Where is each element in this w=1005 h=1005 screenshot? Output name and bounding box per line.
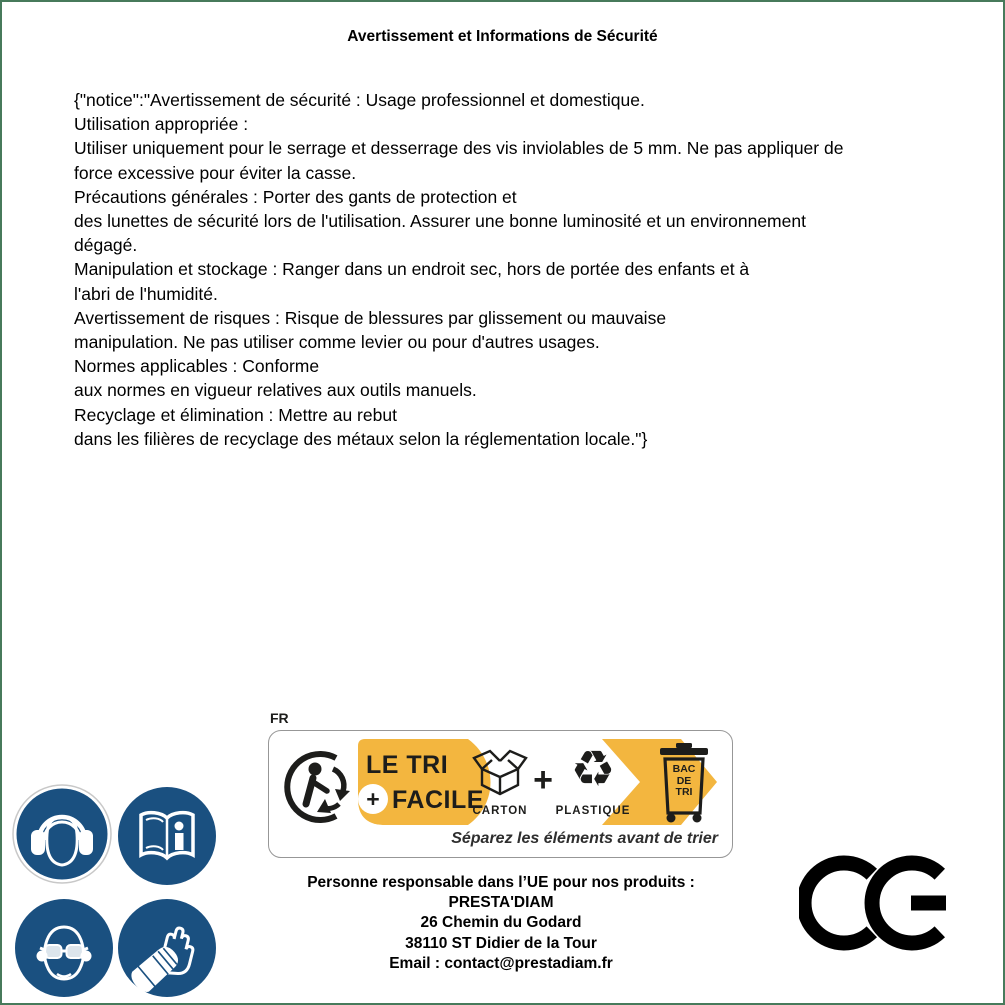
notice-line: Manipulation et stockage : Ranger dans un endroit sec, hors de portée des enfants et à: [74, 259, 750, 280]
material-carton-label: CARTON: [472, 805, 528, 817]
notice-line: aux normes en vigueur relatives aux outils manuels.: [74, 380, 477, 401]
tri-headline-line1: LE TRI: [366, 751, 449, 779]
notice-line: {"notice":"Avertissement de sécurité : Usage professionnel et domestique.: [74, 90, 645, 110]
triman-icon: [287, 754, 350, 820]
responsible-intro: Personne responsable dans l’UE pour nos produits :: [307, 874, 695, 891]
wear-protective-gloves-icon: [117, 898, 217, 998]
notice-line: Normes applicables : Conforme: [74, 356, 320, 377]
notice-line: Avertissement de risques : Risque de blessures par glissement ou mauvaise: [74, 307, 667, 328]
notice-line: Utilisation appropriée :: [74, 114, 249, 135]
address-city: 38110 ST Didier de la Tour: [405, 934, 597, 952]
bin-label-line: BAC: [672, 763, 696, 775]
country-code-label: FR: [270, 710, 289, 726]
bin-label-line: TRI: [675, 786, 693, 798]
read-instruction-manual-icon: [117, 786, 217, 886]
company-name: PRESTA'DIAM: [448, 894, 554, 912]
notice-line: manipulation. Ne pas utiliser comme levier ou pour d'autres usages.: [74, 332, 600, 353]
tri-headline-line2: FACILE: [392, 786, 484, 814]
recycling-sorting-label: [268, 730, 733, 858]
bin-label-line: DE: [676, 774, 692, 787]
notice-line: Utiliser uniquement pour le serrage et desserrage des vis inviolables de 5 mm. Ne pas appliquer de: [74, 138, 844, 159]
safety-notice-text: [74, 88, 974, 451]
notice-line: Recyclage et élimination : Mettre au rebut: [74, 404, 397, 425]
responsible-person-block: [251, 873, 751, 974]
notice-line: des lunettes de sécurité lors de l'utilisation. Assurer une bonne luminosité et un environnement: [74, 211, 806, 232]
address-street: 26 Chemin du Godard: [420, 914, 582, 932]
contact-email: Email : contact@prestadiam.fr: [389, 954, 613, 972]
notice-line: l'abri de l'humidité.: [74, 283, 218, 304]
bin-label: [656, 764, 712, 799]
recycling-symbol-icon: ♻: [570, 740, 616, 798]
notice-line: force excessive pour éviter la casse.: [74, 162, 357, 183]
wear-ear-protection-icon: [12, 784, 112, 884]
notice-line: dans les filières de recyclage des métaux selon la réglementation locale."}: [74, 428, 648, 449]
notice-line: dégagé.: [74, 235, 138, 256]
notice-line: Précautions générales : Porter des gants de protection et: [74, 186, 517, 207]
tri-plus-badge: +: [358, 784, 388, 814]
materials-plus-separator: +: [533, 761, 553, 799]
sorting-instruction-note: Séparez les éléments avant de trier: [451, 830, 718, 847]
material-plastique-label: PLASTIQUE: [555, 805, 631, 817]
wear-eye-protection-icon: [14, 898, 114, 998]
page-title: Avertissement et Informations de Sécurité: [347, 28, 658, 45]
ce-mark-icon: [799, 850, 949, 960]
